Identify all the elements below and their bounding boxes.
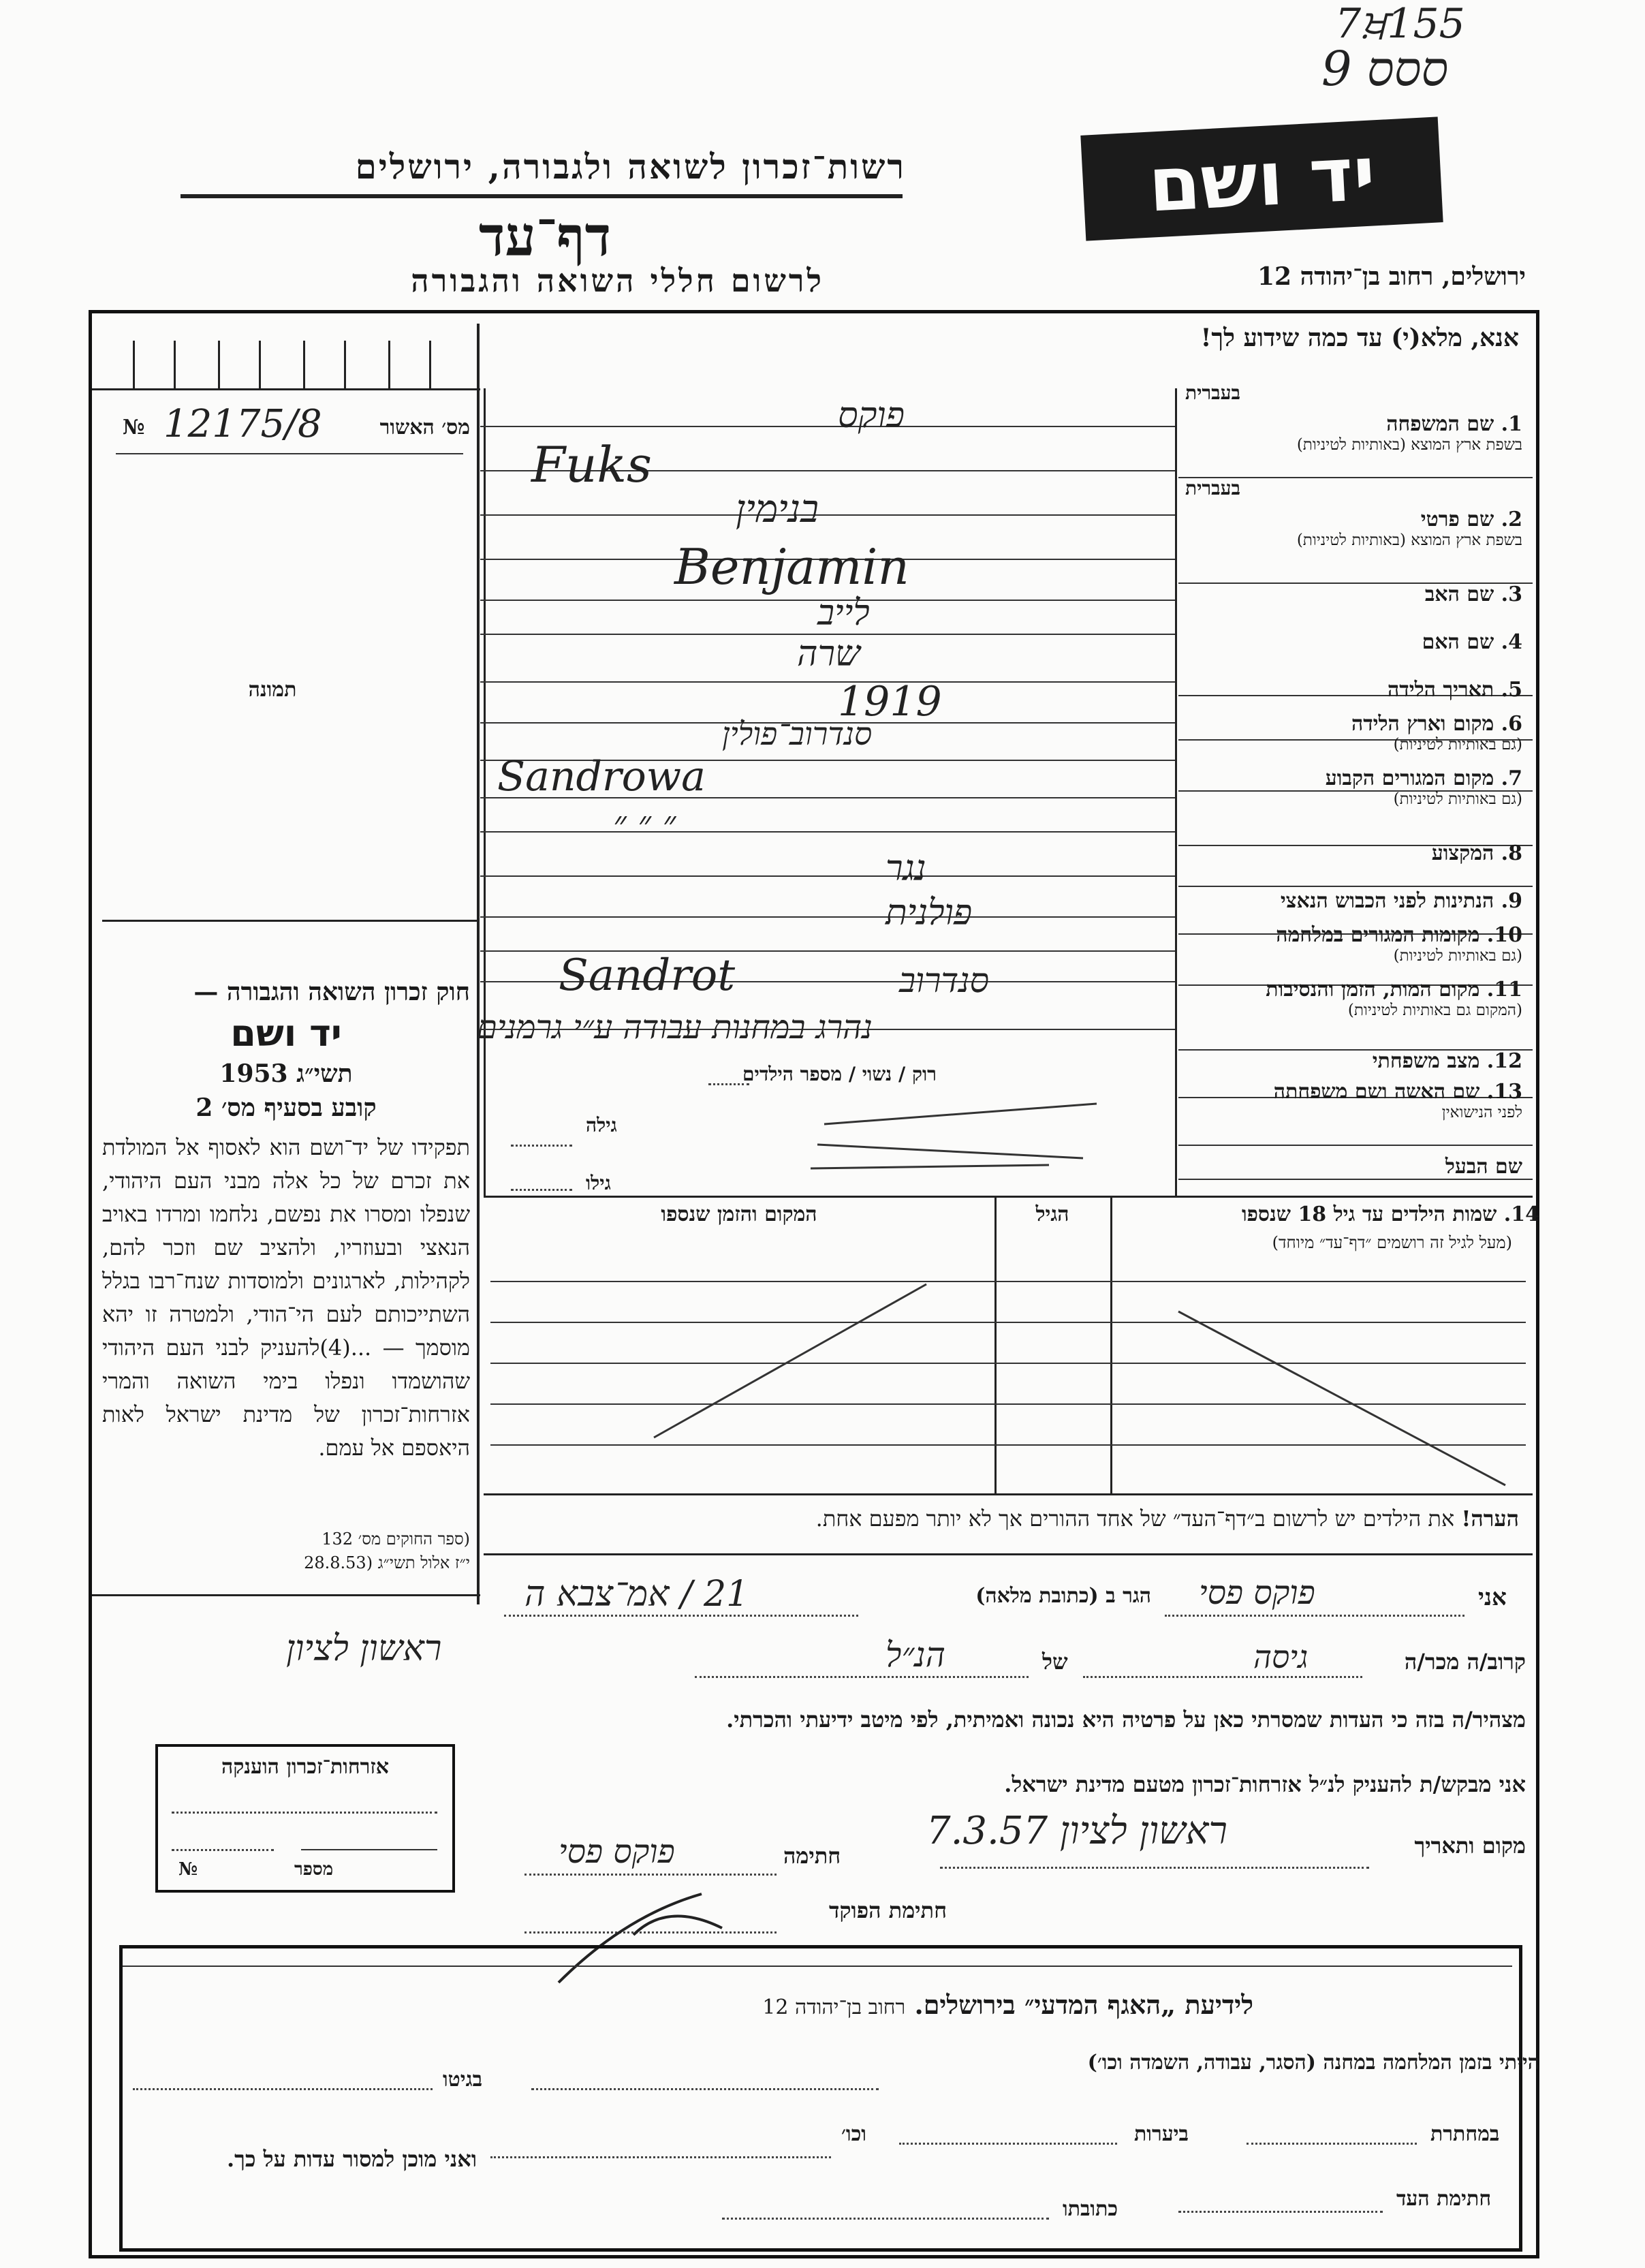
footer-line3-mid: כתובתו <box>1063 2197 1118 2221</box>
registration-no-sign: № <box>123 416 145 439</box>
strike-line <box>654 1284 926 1438</box>
memorial-box <box>155 1744 455 1893</box>
logo <box>1080 116 1443 240</box>
field-value[interactable]: שרה <box>797 634 860 674</box>
footer-heading-text: לידיעת „האגף המדעי״ בירושלים. <box>914 1989 1253 2020</box>
law-year: תשי״ג 1953 <box>219 1059 353 1088</box>
memorial-line <box>172 1849 274 1851</box>
note-label: הערה! <box>1461 1506 1519 1532</box>
field-label <box>1182 678 1522 702</box>
marital-line <box>708 1083 749 1085</box>
wife-age-label: גילה <box>586 1114 617 1136</box>
note <box>504 1506 1519 1532</box>
children-col-place: המקום והזמן שנספו <box>661 1202 817 1226</box>
field-label <box>1182 582 1522 606</box>
children-strike-marks <box>490 1267 1526 1499</box>
tick <box>429 341 431 388</box>
field-label-text: 5. תאריך הלידה <box>1388 678 1522 702</box>
strike-line <box>817 1145 1083 1158</box>
children-col-age: הגיל <box>1035 1202 1069 1226</box>
note-bottom-border <box>484 1553 1533 1555</box>
children-sub: (מעל לגיל זה רושמים ״דף־עד״ מיוחד) <box>1272 1233 1512 1252</box>
label-rule <box>1178 1179 1533 1180</box>
field-value[interactable]: Sandrowa <box>497 753 706 801</box>
field-label-text: 7. מקום המגורים הקבוע <box>1325 766 1522 790</box>
field-value[interactable]: בנימין <box>736 487 819 531</box>
form-title: דף־עד <box>478 204 612 268</box>
value-rule <box>480 916 1175 918</box>
law-body: תפקידו של יד־ושם הוא לאסוף אל המולדת את זכרם של כל אלה מבני העם היהודי, שנפלו ומסרו את נפשם, נלחמו ומרדו באויב הנאצי ובעוזריו, ולהציב שם וזכר להם, לקהילות, לארגונים ולמוסדות שנח־רבו בגלל השתייכותם לעם הי־הודי, ולמטרה זו יהא מוסמך — ...(4)להעניק לבני העם היהודי שהושמדו ונפלו בימי השואה והמרי אזרחות־זכרון של מדינת ישראל לאות היאספם אל עמם. <box>102 1134 471 1461</box>
husband-age-line <box>511 1189 572 1191</box>
field-value[interactable]: לייב <box>817 593 870 634</box>
memorial-line <box>172 1812 437 1814</box>
decl-place-date-line <box>940 1867 1369 1869</box>
footer-line3-blank2 <box>722 2218 1049 2220</box>
tick <box>388 341 390 388</box>
tick <box>344 341 346 388</box>
field-label <box>1182 889 1522 913</box>
label-rule <box>1178 886 1533 887</box>
logo-text: יד ושם <box>1146 129 1378 229</box>
footer-heading-address: רחוב בן־יהודה 12 <box>762 1995 906 2019</box>
archive-mark-1: 7ਖ਼155 <box>1335 0 1465 48</box>
children-title: שמות הילדים עד גיל 18 שנספו <box>1241 1202 1497 1226</box>
footer-line2-start: במחתרת <box>1430 2122 1500 2146</box>
authority-name: רשות־זכרון לשואה ולגבורה, ירושלים <box>355 146 906 187</box>
header-address: ירושלים, רחוב בן־יהודה 12 <box>1257 262 1526 291</box>
decl-address[interactable]: 21 / אמ־צבא ה <box>524 1574 749 1615</box>
field-label <box>1182 712 1522 754</box>
decl-place-date-label: מקום ותאריך <box>1414 1833 1526 1859</box>
memorial-no-sign: № <box>178 1859 198 1880</box>
archive-mark-2: ססס 9 <box>1321 41 1449 97</box>
left-panel-top-border <box>92 388 480 390</box>
decl-name-line <box>1165 1615 1464 1617</box>
field-value[interactable]: סנדרוב <box>899 961 989 1000</box>
footer-heading <box>518 1989 1253 2021</box>
footer-line2-blank3 <box>490 2156 831 2158</box>
note-text: את הילדים יש לרשום ב״דף־העד״ של אחד ההורים אך לא יותר מפעם אחת. <box>815 1506 1455 1532</box>
value-rule <box>480 514 1175 516</box>
decl-relation[interactable]: גיסה <box>1253 1638 1309 1675</box>
left-panel-divider <box>102 920 477 922</box>
law-clause: קובע בסעיף מס׳ 2 <box>195 1093 377 1122</box>
field-label <box>1182 1155 1522 1179</box>
field-label-text: 11. מקום המות, הזמן והנסיבות <box>1266 978 1522 1001</box>
tick <box>218 341 220 388</box>
field-label <box>1182 923 1522 965</box>
decl-of-label: של <box>1042 1649 1068 1675</box>
fields-left-border <box>484 388 486 1196</box>
field-value[interactable]: פולנית <box>886 892 973 933</box>
field-sub-hebrew: בעברית <box>1185 477 1241 499</box>
decl-witness-name[interactable]: פוקס פסי <box>1199 1574 1315 1612</box>
instruction: אנא, מלא(י) עד כמה שידוע לך! <box>1200 324 1519 352</box>
wife-age-line <box>511 1145 572 1147</box>
photo-label: תמונה <box>248 678 297 702</box>
strike-line <box>824 1104 1097 1124</box>
footer-line2-blank2 <box>899 2143 1117 2145</box>
field-label <box>1182 1080 1522 1121</box>
law-title: יד ושם <box>230 1012 342 1055</box>
field-label-text: 6. מקום וארץ הלידה <box>1351 712 1522 736</box>
strike-marks <box>811 1090 1151 1172</box>
memorial-number-label: מספר <box>294 1859 334 1880</box>
field-label-text: שם הבעל <box>1445 1155 1522 1179</box>
footer-line1: הייתי בזמן המלחמה במחנה (הסגר, עבודה, השמדה וכו׳) <box>1087 2051 1539 2075</box>
decl-place-date[interactable]: ראשון לציון 7.3.57 <box>926 1809 1227 1853</box>
footer-line2-mid2: וכו׳ <box>841 2122 866 2146</box>
tick <box>174 341 176 388</box>
field-sub-hebrew: בעברית <box>1185 382 1241 404</box>
field-label <box>1182 508 1522 549</box>
decl-of-line <box>695 1676 1029 1678</box>
footer-line1-blank <box>531 2088 879 2090</box>
field-label-text: 8. המקצוע <box>1431 841 1522 865</box>
field-label <box>1182 766 1522 808</box>
footer-line2-end: ואני מוכן למסור עדות על כך. <box>226 2146 477 2172</box>
field-value[interactable]: סנדרוב־פולין <box>722 715 873 752</box>
decl-request: אני מבקש/ת להעניק לנ״ל אזרחות־זכרון מטעם מדינת ישראל. <box>1004 1771 1526 1797</box>
field-label-text: 12. מצב משפחתי <box>1372 1049 1522 1073</box>
footer-line3-start: חתימת העד <box>1396 2187 1492 2211</box>
field-label-text: 3. שם האב <box>1424 582 1522 606</box>
value-rule <box>480 831 1175 833</box>
children-top-border <box>484 1196 1533 1198</box>
field-label-text: 13. שם האשה ושם משפחתה <box>1273 1080 1522 1104</box>
decl-of-value[interactable]: הנ״ל <box>886 1635 945 1675</box>
field-label-text: 4. שם האם <box>1422 630 1522 654</box>
registration-label: מס׳ האשור <box>379 416 470 439</box>
field-sub: (גם באותיות לטיניות) <box>1393 947 1522 965</box>
field-value[interactable]: Sandrot <box>559 950 736 1001</box>
decl-address-extra[interactable]: ראשון לציון <box>286 1628 442 1669</box>
children-label <box>1117 1202 1539 1226</box>
footer-top-rule <box>123 1966 1512 1967</box>
registration-underline <box>116 453 463 454</box>
law-source-2: י״ז אלול תשי״ג (28.8.53 <box>304 1553 470 1572</box>
field-value[interactable]: נגר <box>886 848 926 889</box>
field-value[interactable]: 1919 <box>838 678 942 726</box>
field-label <box>1182 1049 1522 1073</box>
memorial-line <box>301 1849 437 1850</box>
field-label-text: 9. הנתינות לפני הכבוש הנאצי <box>1280 889 1522 913</box>
tick <box>133 341 135 388</box>
footer-line1-blank2 <box>133 2088 433 2090</box>
footer-line2-mid: ביערות <box>1134 2122 1189 2146</box>
registration-value[interactable]: 12175/8 <box>163 402 322 446</box>
footer-line2-blank <box>1247 2143 1417 2145</box>
decl-signature[interactable]: פוקס פסי <box>559 1833 675 1871</box>
field-label-text: 10. מקומות המגורים במלחמה <box>1276 923 1522 947</box>
field-label-text: 2. שם פרטי <box>1420 508 1522 531</box>
field-label <box>1182 630 1522 654</box>
field-value[interactable]: Benjamin <box>674 538 909 595</box>
decl-address-line <box>504 1615 858 1617</box>
children-num: 14. <box>1503 1202 1539 1226</box>
form-subtitle: לרשום חללי השואה והגבורה <box>411 262 824 299</box>
field-label <box>1182 978 1522 1019</box>
left-panel-bottom-border <box>92 1594 480 1596</box>
left-panel-right-border <box>477 324 480 1604</box>
field-value[interactable]: פוקס <box>838 395 905 436</box>
decl-relation-line <box>1083 1676 1362 1678</box>
marital-options: רוק / נשוי / מספר הילדים <box>742 1063 937 1085</box>
authority-underline <box>181 194 903 198</box>
law-heading: חוק זכרון השואה והגבורה — <box>193 978 470 1006</box>
footer-line3-blank <box>1178 2211 1383 2213</box>
labels-value-divider <box>1175 388 1177 1196</box>
husband-age-label: גילו <box>586 1172 611 1194</box>
decl-i-label: אני <box>1478 1584 1507 1611</box>
strike-line <box>1178 1311 1505 1485</box>
field-label-text: 1. שם המשפחה <box>1386 412 1522 436</box>
field-sub-latin: בשפת ארץ המוצא (באותיות לטיניות) <box>1296 531 1522 549</box>
decl-officer-label: חתימת הפוקד <box>829 1897 947 1923</box>
value-rule <box>480 681 1175 683</box>
field-value[interactable]: Fuks <box>531 436 652 493</box>
field-sub: (המקום גם באותיות לטיניות) <box>1347 1001 1522 1019</box>
decl-signature-line <box>524 1874 777 1876</box>
field-sub-latin: בשפת ארץ המוצא (באותיות לטיניות) <box>1296 436 1522 454</box>
decl-statement: מצהיר/ה בזה כי העדות שמסרתי כאן על פרטיה היא נכונה ואמיתית, לפי מיטב ידיעתי והכרתי. <box>726 1707 1526 1733</box>
decl-relative-label: קרוב/ה מכר/ה <box>1404 1649 1526 1675</box>
decl-resident-label: הגר ב (כתובת מלאה) <box>975 1584 1151 1608</box>
value-rule <box>480 875 1175 877</box>
tick <box>303 341 305 388</box>
field-sub: (גם באותיות לטיניות) <box>1393 790 1522 808</box>
field-sub: (גם באותיות לטיניות) <box>1393 736 1522 754</box>
field-label <box>1182 412 1522 454</box>
tick <box>259 341 261 388</box>
footer-line1-end: בגיטו <box>443 2068 483 2092</box>
field-label <box>1182 841 1522 865</box>
label-rule <box>1178 1145 1533 1146</box>
field-sub: לפני הנישואין <box>1441 1104 1522 1121</box>
field-value[interactable]: נהרג במחנות עבודה ע״י גרמנים <box>477 1008 873 1046</box>
strike-line <box>811 1165 1049 1168</box>
memorial-title: אזרחות־זכרון הוענקה <box>221 1755 390 1779</box>
decl-signature-label: חתימה <box>783 1843 841 1869</box>
field-value[interactable]: ״ ״ ״ <box>613 804 676 845</box>
value-rule <box>480 426 1175 427</box>
law-source-1: (ספר החוקים מס׳ 132 <box>322 1529 470 1549</box>
